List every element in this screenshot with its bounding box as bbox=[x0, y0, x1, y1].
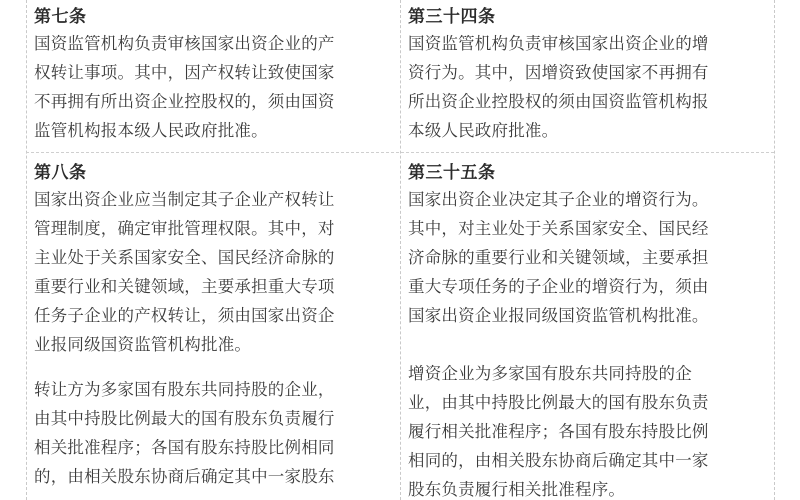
table-border-right bbox=[774, 0, 775, 500]
text-line: 国资监管机构负责审核国家出资企业的增 bbox=[408, 34, 709, 53]
text-line: 相同的，由相关股东协商后确定其中一家 bbox=[408, 451, 709, 470]
text-line: 股东负责履行相关批准程序。 bbox=[408, 480, 626, 499]
text-line: 重大专项任务的子企业的增资行为，须由 bbox=[408, 277, 709, 296]
article-35-text bbox=[408, 185, 770, 330]
article-8-cell bbox=[34, 163, 396, 491]
article-8-text bbox=[34, 185, 396, 359]
text-line: 其中，对主业处于关系国家安全、国民经 bbox=[408, 219, 709, 238]
article-7-title: 第七条 bbox=[34, 7, 87, 27]
article-35-cell bbox=[408, 163, 770, 500]
text-line: 权转让事项。其中，因产权转让致使国家 bbox=[34, 63, 335, 82]
article-7-cell bbox=[34, 7, 396, 145]
article-34-cell bbox=[408, 7, 770, 145]
article-35-title: 第三十五条 bbox=[408, 163, 496, 183]
text-line: 重要行业和关键领域，主要承担重大专项 bbox=[34, 277, 335, 296]
text-line: 业报同级国资监管机构批准。 bbox=[34, 335, 252, 354]
table-border-left bbox=[26, 0, 27, 500]
text-line: 增资企业为多家国有股东共同持股的企 bbox=[408, 364, 692, 383]
article-7-text bbox=[34, 29, 396, 145]
article-34-title: 第三十四条 bbox=[408, 7, 496, 27]
article-35-text-2 bbox=[408, 359, 770, 500]
text-line: 相关批准程序；各国有股东持股比例相同 bbox=[34, 438, 335, 457]
text-line: 转让方为多家国有股东共同持股的企业， bbox=[34, 380, 335, 399]
table-divider-center bbox=[400, 0, 401, 500]
text-line: 的，由相关股东协商后确定其中一家股东 bbox=[34, 467, 335, 486]
article-8-text-2 bbox=[34, 375, 396, 491]
text-line: 监管机构报本级人民政府批准。 bbox=[34, 121, 268, 140]
article-8-title: 第八条 bbox=[34, 163, 87, 183]
text-line: 济命脉的重要行业和关键领域，主要承担 bbox=[408, 248, 709, 267]
text-line: 所出资企业控股权的须由国资监管机构报 bbox=[408, 92, 709, 111]
text-line: 主业处于关系国家安全、国民经济命脉的 bbox=[34, 248, 335, 267]
text-line: 国家出资企业应当制定其子企业产权转让 bbox=[34, 190, 335, 209]
row-divider bbox=[26, 152, 774, 153]
article-34-text bbox=[408, 29, 770, 145]
text-line: 不再拥有所出资企业控股权的，须由国资 bbox=[34, 92, 335, 111]
text-line: 管理制度，确定审批管理权限。其中，对 bbox=[34, 219, 335, 238]
text-line: 国家出资企业决定其子企业的增资行为。 bbox=[408, 190, 709, 209]
text-line: 业，由其中持股比例最大的国有股东负责 bbox=[408, 393, 709, 412]
text-line: 国家出资企业报同级国资监管机构批准。 bbox=[408, 306, 709, 325]
text-line: 本级人民政府批准。 bbox=[408, 121, 559, 140]
text-line: 由其中持股比例最大的国有股东负责履行 bbox=[34, 409, 335, 428]
text-line: 国资监管机构负责审核国家出资企业的产 bbox=[34, 34, 335, 53]
text-line: 履行相关批准程序；各国有股东持股比例 bbox=[408, 422, 709, 441]
text-line: 任务子企业的产权转让，须由国家出资企 bbox=[34, 306, 335, 325]
text-line: 资行为。其中，因增资致使国家不再拥有 bbox=[408, 63, 709, 82]
